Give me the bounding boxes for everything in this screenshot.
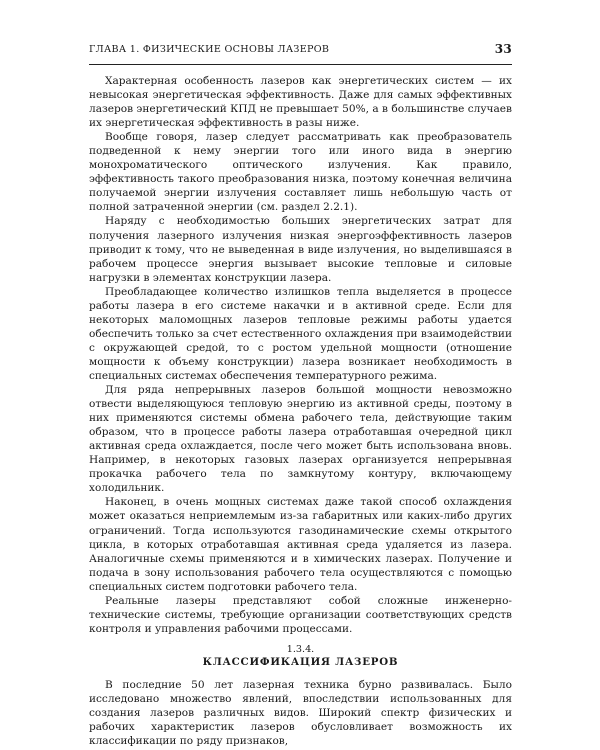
paragraph: Преобладающее количество излишков тепла выделяется в процессе работы лазера в его системе накачки и в активной среде. Если для некоторых маломощных лазеров тепловые режимы работы удается обеспечить только за счет естественного охлаждения при взаимодействии с окружающей средой, то с ростом удельной мощности (отношение мощности к объему конструкции) лазера возникает необходимость в специальных системах обеспечения температурного режима. xyxy=(89,285,512,382)
paragraph: Наконец, в очень мощных системах даже такой способ охлаждения может оказаться неприемлемым из-за габаритных или каких-либо других ограничений. Тогда используются газодинамические схемы открытого цикла, в которых отработавшая активная среда удаляется из лазера. Аналогичные схемы применяются и в химических лазерах. Получение и подача в зону использования рабочего тела осуществляются с помощью специальных систем подготовки рабочего тела. xyxy=(89,496,512,593)
chapter-title: ГЛАВА 1. ФИЗИЧЕСКИЕ ОСНОВЫ ЛАЗЕРОВ xyxy=(89,44,330,55)
section-title: КЛАССИФИКАЦИЯ ЛАЗЕРОВ xyxy=(202,655,399,668)
paragraph: Характерная особенность лазеров как энергетических систем — их невысокая энергетическая эффективность. Даже для самых эффективных лазеров энергетический КПД не превышает 50%, а в большинстве случаев их энергетическая эффективность в разы ниже. xyxy=(89,75,512,130)
paragraph: Реальные лазеры представляют собой сложные инженерно-технические системы, требующие организации соответствующих средств контроля и управления рабочими процессами. xyxy=(89,594,512,635)
section-number: 1.3.4. xyxy=(286,643,315,655)
section-heading xyxy=(89,644,512,669)
page-number: 33 xyxy=(494,42,512,56)
paragraph: Вообще говоря, лазер следует рассматривать как преобразователь подведенной к нему энергии того или иного вида в энергию монохроматического оптического излучения. Как правило, эффективность такого преобразования низка, поэтому конечная величина получаемой энергии излучения составляет лишь небольшую часть от полной затраченной энергии (см. раздел 2.2.1). xyxy=(89,131,512,214)
paragraph: В последние 50 лет лазерная техника бурно развивалась. Было исследовано множество явлений, впоследствии использованных для создания лазеров различных видов. Широкий спектр физических и рабочих характеристик лазеров обусловливает возможность их классификации по ряду признаков, xyxy=(89,678,512,748)
paragraph: Для ряда непрерывных лазеров большой мощности невозможно отвести выделяющуюся тепловую энергию из активной среды, поэтому в них применяются системы обмена рабочего тела, действующие таким образом, что в процессе работы лазера отработавшая очередной цикл активная среда охлаждается, после чего может быть использована вновь. Например, в некоторых газовых лазерах организуется непрерывная прокачка рабочего тела по замкнутому контуру, включающему холодильник. xyxy=(89,384,512,495)
running-header xyxy=(89,44,512,65)
paragraph: Наряду с необходимостью больших энергетических затрат для получения лазерного излучения низкая энергоэффективность лазеров приводит к тому, что не выведенная в виде излучения, но выделившаяся в рабочем процессе энергия вызывает высокие тепловые и силовые нагрузки в элементах конструкции лазера. xyxy=(89,215,512,284)
main-text xyxy=(89,74,512,748)
